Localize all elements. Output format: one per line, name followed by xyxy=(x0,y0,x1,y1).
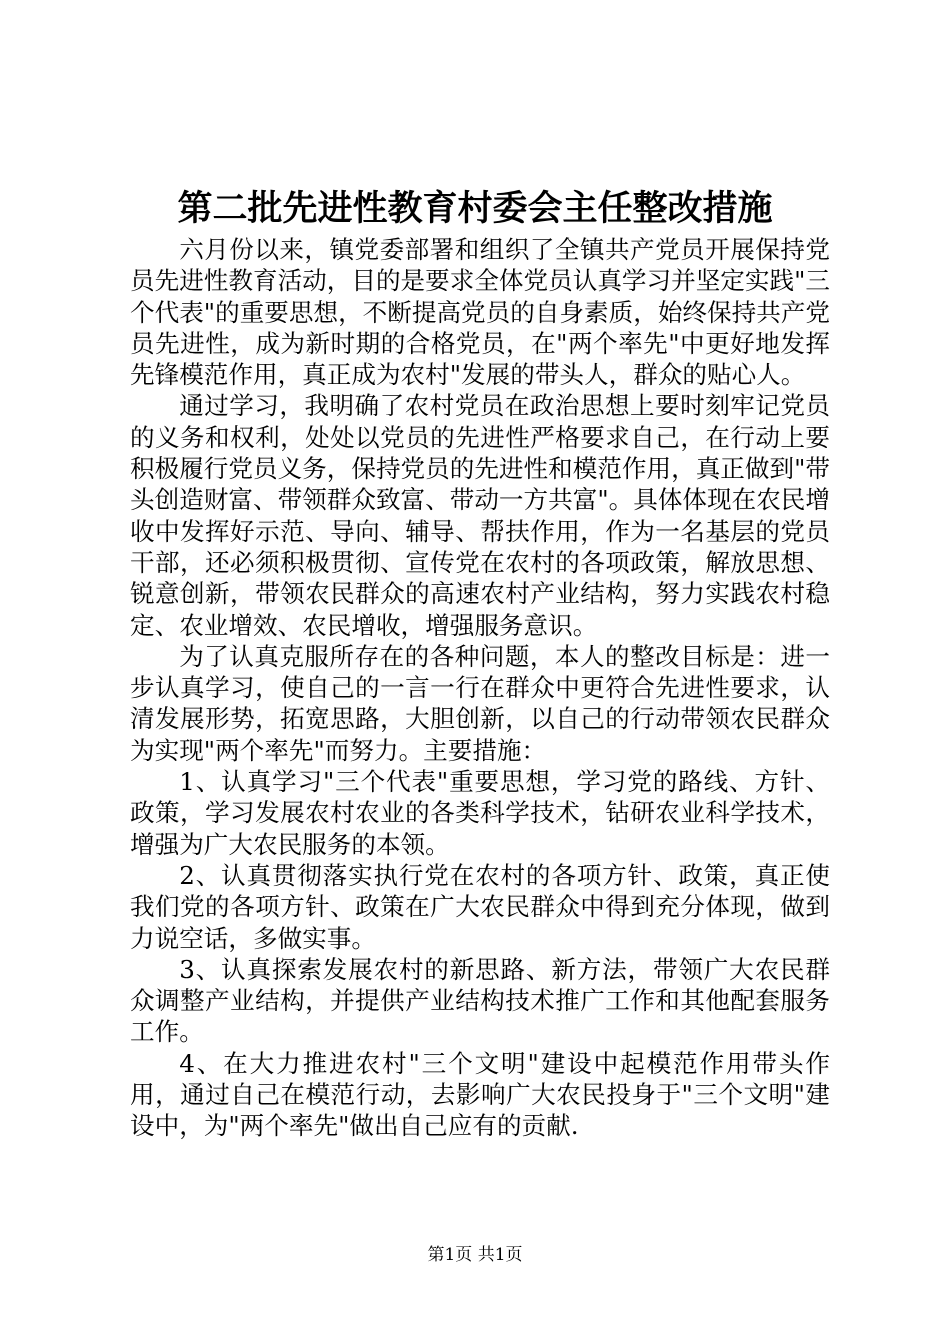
paragraph-goals: 为了认真克服所存在的各种问题，本人的整改目标是：进一步认真学习，使自己的一言一行在群众中更符合先进性要求，认清发展形势，拓宽思路，大胆创新，以自己的行动带领农民群众为实现"两个率先"而努力。主要措施： xyxy=(130,641,830,765)
measure-item-1: 1、认真学习"三个代表"重要思想，学习党的路线、方针、政策，学习发展农村农业的各类科学技术，钻研农业科学技术，增强为广大农民服务的本领。 xyxy=(130,767,830,859)
paragraph-intro: 六月份以来，镇党委部署和组织了全镇共产党员开展保持党员先进性教育活动，目的是要求全体党员认真学习并坚定实践"三个代表"的重要思想，不断提高党员的自身素质，始终保持共产党员先进性，成为新时期的合格党员，在"两个率先"中更好地发挥先锋模范作用，真正成为农村"发展的带头人，群众的贴心人。 xyxy=(130,235,830,390)
page-footer: 第1页 共1页 xyxy=(427,1245,523,1265)
measure-item-4: 4、在大力推进农村"三个文明"建设中起模范作用带头作用，通过自己在模范行动，去影响广大农民投身于"三个文明"建设中，为"两个率先"做出自己应有的贡献. xyxy=(130,1048,830,1141)
paragraph-study: 通过学习，我明确了农村党员在政治思想上要时刻牢记党员的义务和权利，处处以党员的先进性严格要求自己，在行动上要积极履行党员义务，保持党员的先进性和模范作用，真正做到"带头创造财富、带领群众致富、带动一方共富"。具体体现在农民增收中发挥好示范、导向、辅导、帮扶作用，作为一名基层的党员干部，还必须积极贯彻、宣传党在农村的各项政策，解放思想、锐意创新，带领农民群众的高速农村产业结构，努力实践农村稳定、农业增效、农民增收，增强服务意识。 xyxy=(130,391,830,640)
document-title: 第二批先进性教育村委会主任整改措施 xyxy=(177,188,773,229)
measure-item-2: 2、认真贯彻落实执行党在农村的各项方针、政策，真正使我们党的各项方针、政策在广大农民群众中得到充分体现，做到力说空话，多做实事。 xyxy=(130,860,830,953)
document-body xyxy=(130,234,830,1142)
measure-item-3: 3、认真探索发展农村的新思路、新方法，带领广大农民群众调整产业结构，并提供产业结构技术推广工作和其他配套服务工作。 xyxy=(130,954,830,1047)
